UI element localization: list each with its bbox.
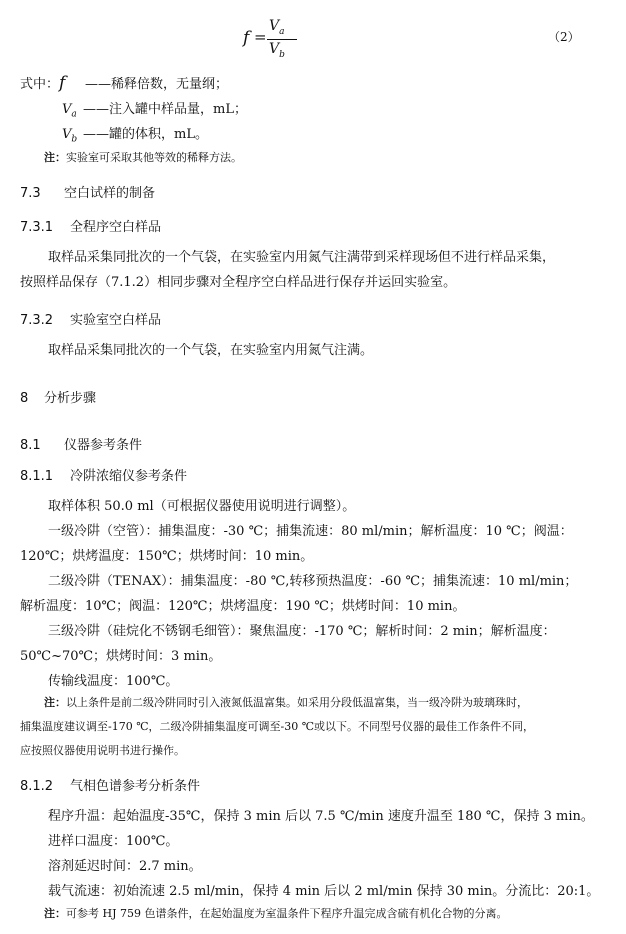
heading-title: 仪器参考条件	[64, 438, 143, 453]
heading-7-3-1	[20, 216, 161, 235]
def-symbol: $V_b$	[62, 127, 78, 145]
heading-number: 8.1.2	[20, 779, 54, 794]
heading-title: 分析步骤	[44, 391, 97, 406]
cold-trap-line: 传输线温度：100℃。	[48, 674, 179, 689]
heading-8-1-1	[20, 465, 187, 484]
def-symbol: f	[59, 73, 66, 93]
dilution-formula	[243, 18, 303, 58]
heading-8	[20, 387, 96, 406]
formula-equals: =	[254, 28, 267, 46]
heading-title: 冷阱浓缩仪参考条件	[70, 469, 188, 484]
paragraph-7-3-1-line2: 按照样品保存（7.1.2）相同步骤对全程序空白样品进行保存并运回实验室。	[20, 275, 457, 290]
fraction-bar	[267, 39, 297, 40]
cold-trap-line: 三级冷阱（硅烷化不锈钢毛细管）：聚焦温度：-170 ℃；解析时间：2 min；解析温度：	[48, 624, 556, 639]
note-label: 注：	[44, 696, 66, 709]
heading-8-1	[20, 434, 142, 453]
heading-number: 8	[20, 391, 29, 406]
definition-row-vb	[62, 123, 208, 145]
note-label: 注：	[44, 907, 66, 920]
definitions-intro: 式中：	[20, 77, 60, 92]
cold-trap-line: 二级冷阱（TENAX）：捕集温度：-80 ℃,转移预热温度：-60 ℃；捕集流速：10 ml/min；	[48, 574, 578, 589]
heading-title: 空白试样的制备	[64, 186, 156, 201]
heading-title: 全程序空白样品	[70, 220, 162, 235]
def-text: ——稀释倍数，无量纲；	[85, 77, 229, 92]
heading-8-1-2	[20, 775, 200, 794]
gc-condition-line: 进样口温度：100℃。	[48, 834, 179, 849]
note-dilution	[44, 149, 242, 165]
definition-row-f	[20, 73, 228, 93]
gc-condition-line: 溶剂延迟时间：2.7 min。	[48, 859, 202, 874]
heading-title: 气相色谱参考分析条件	[70, 779, 201, 794]
note-text: 以上条件是前二级冷阱同时引入液氮低温富集。如采用分段低温富集，当一级冷阱为玻璃珠时，	[66, 696, 528, 709]
note-text: 可参考 HJ 759 色谱条件，在起始温度为室温条件下程序升温完成含硫有机化合物的分离。	[66, 907, 508, 920]
def-symbol: $V_a$	[62, 102, 77, 120]
heading-number: 8.1.1	[20, 469, 54, 484]
note-cold-trap-line1	[44, 694, 528, 710]
heading-number: 7.3.1	[20, 220, 54, 235]
equation-number: （2）	[548, 30, 580, 44]
heading-7-3	[20, 182, 155, 201]
heading-number: 8.1	[20, 438, 41, 453]
definition-row-va	[62, 98, 247, 120]
cold-trap-line: 一级冷阱（空管）：捕集温度：-30 ℃；捕集流速：80 ml/min；解析温度：10 ℃；阀温：	[48, 524, 573, 539]
note-cold-trap-line3: 应按照仪器使用说明书进行操作。	[20, 744, 185, 757]
paragraph-7-3-2: 取样品采集同批次的一个气袋，在实验室内用氮气注满。	[48, 343, 374, 358]
note-gc	[44, 905, 508, 921]
cold-trap-line: 50℃~70℃；烘烤时间：3 min。	[20, 649, 222, 664]
note-text: 实验室可采取其他等效的稀释方法。	[66, 151, 242, 164]
note-label: 注：	[44, 151, 66, 164]
cold-trap-line: 120℃；烘烤温度：150℃；烘烤时间：10 min。	[20, 549, 314, 564]
heading-title: 实验室空白样品	[70, 313, 162, 328]
paragraph-7-3-1-line1: 取样品采集同批次的一个气袋，在实验室内用氮气注满带到采样现场但不进行样品采集，	[48, 250, 556, 265]
formula-numerator: $V_a$	[269, 18, 285, 37]
gc-condition-line: 程序升温：起始温度-35℃，保持 3 min 后以 7.5 ℃/min 速度升温至 180 ℃，保持 3 min。	[48, 809, 594, 824]
formula-denominator: $V_b$	[269, 41, 285, 60]
note-cold-trap-line2: 捕集温度建议调至-170 ℃，二级冷阱捕集温度可调至-30 ℃或以下。不同型号仪器的最佳工作条件不同，	[20, 720, 535, 733]
gc-condition-line: 载气流速：初始流速 2.5 ml/min，保持 4 min 后以 2 ml/min 保持 30 min。分流比：20:1。	[48, 884, 600, 899]
heading-number: 7.3	[20, 186, 41, 201]
def-text: ——罐的体积，mL。	[83, 127, 208, 142]
heading-number: 7.3.2	[20, 313, 54, 328]
cold-trap-line: 解析温度：10℃；阀温：120℃；烘烤温度：190 ℃；烘烤时间：10 min。	[20, 599, 466, 614]
def-text: ——注入罐中样品量，mL；	[83, 102, 247, 117]
heading-7-3-2	[20, 309, 161, 328]
cold-trap-line: 取样体积 50.0 ml（可根据仪器使用说明进行调整）。	[48, 499, 356, 514]
formula-lhs: f	[243, 28, 250, 48]
